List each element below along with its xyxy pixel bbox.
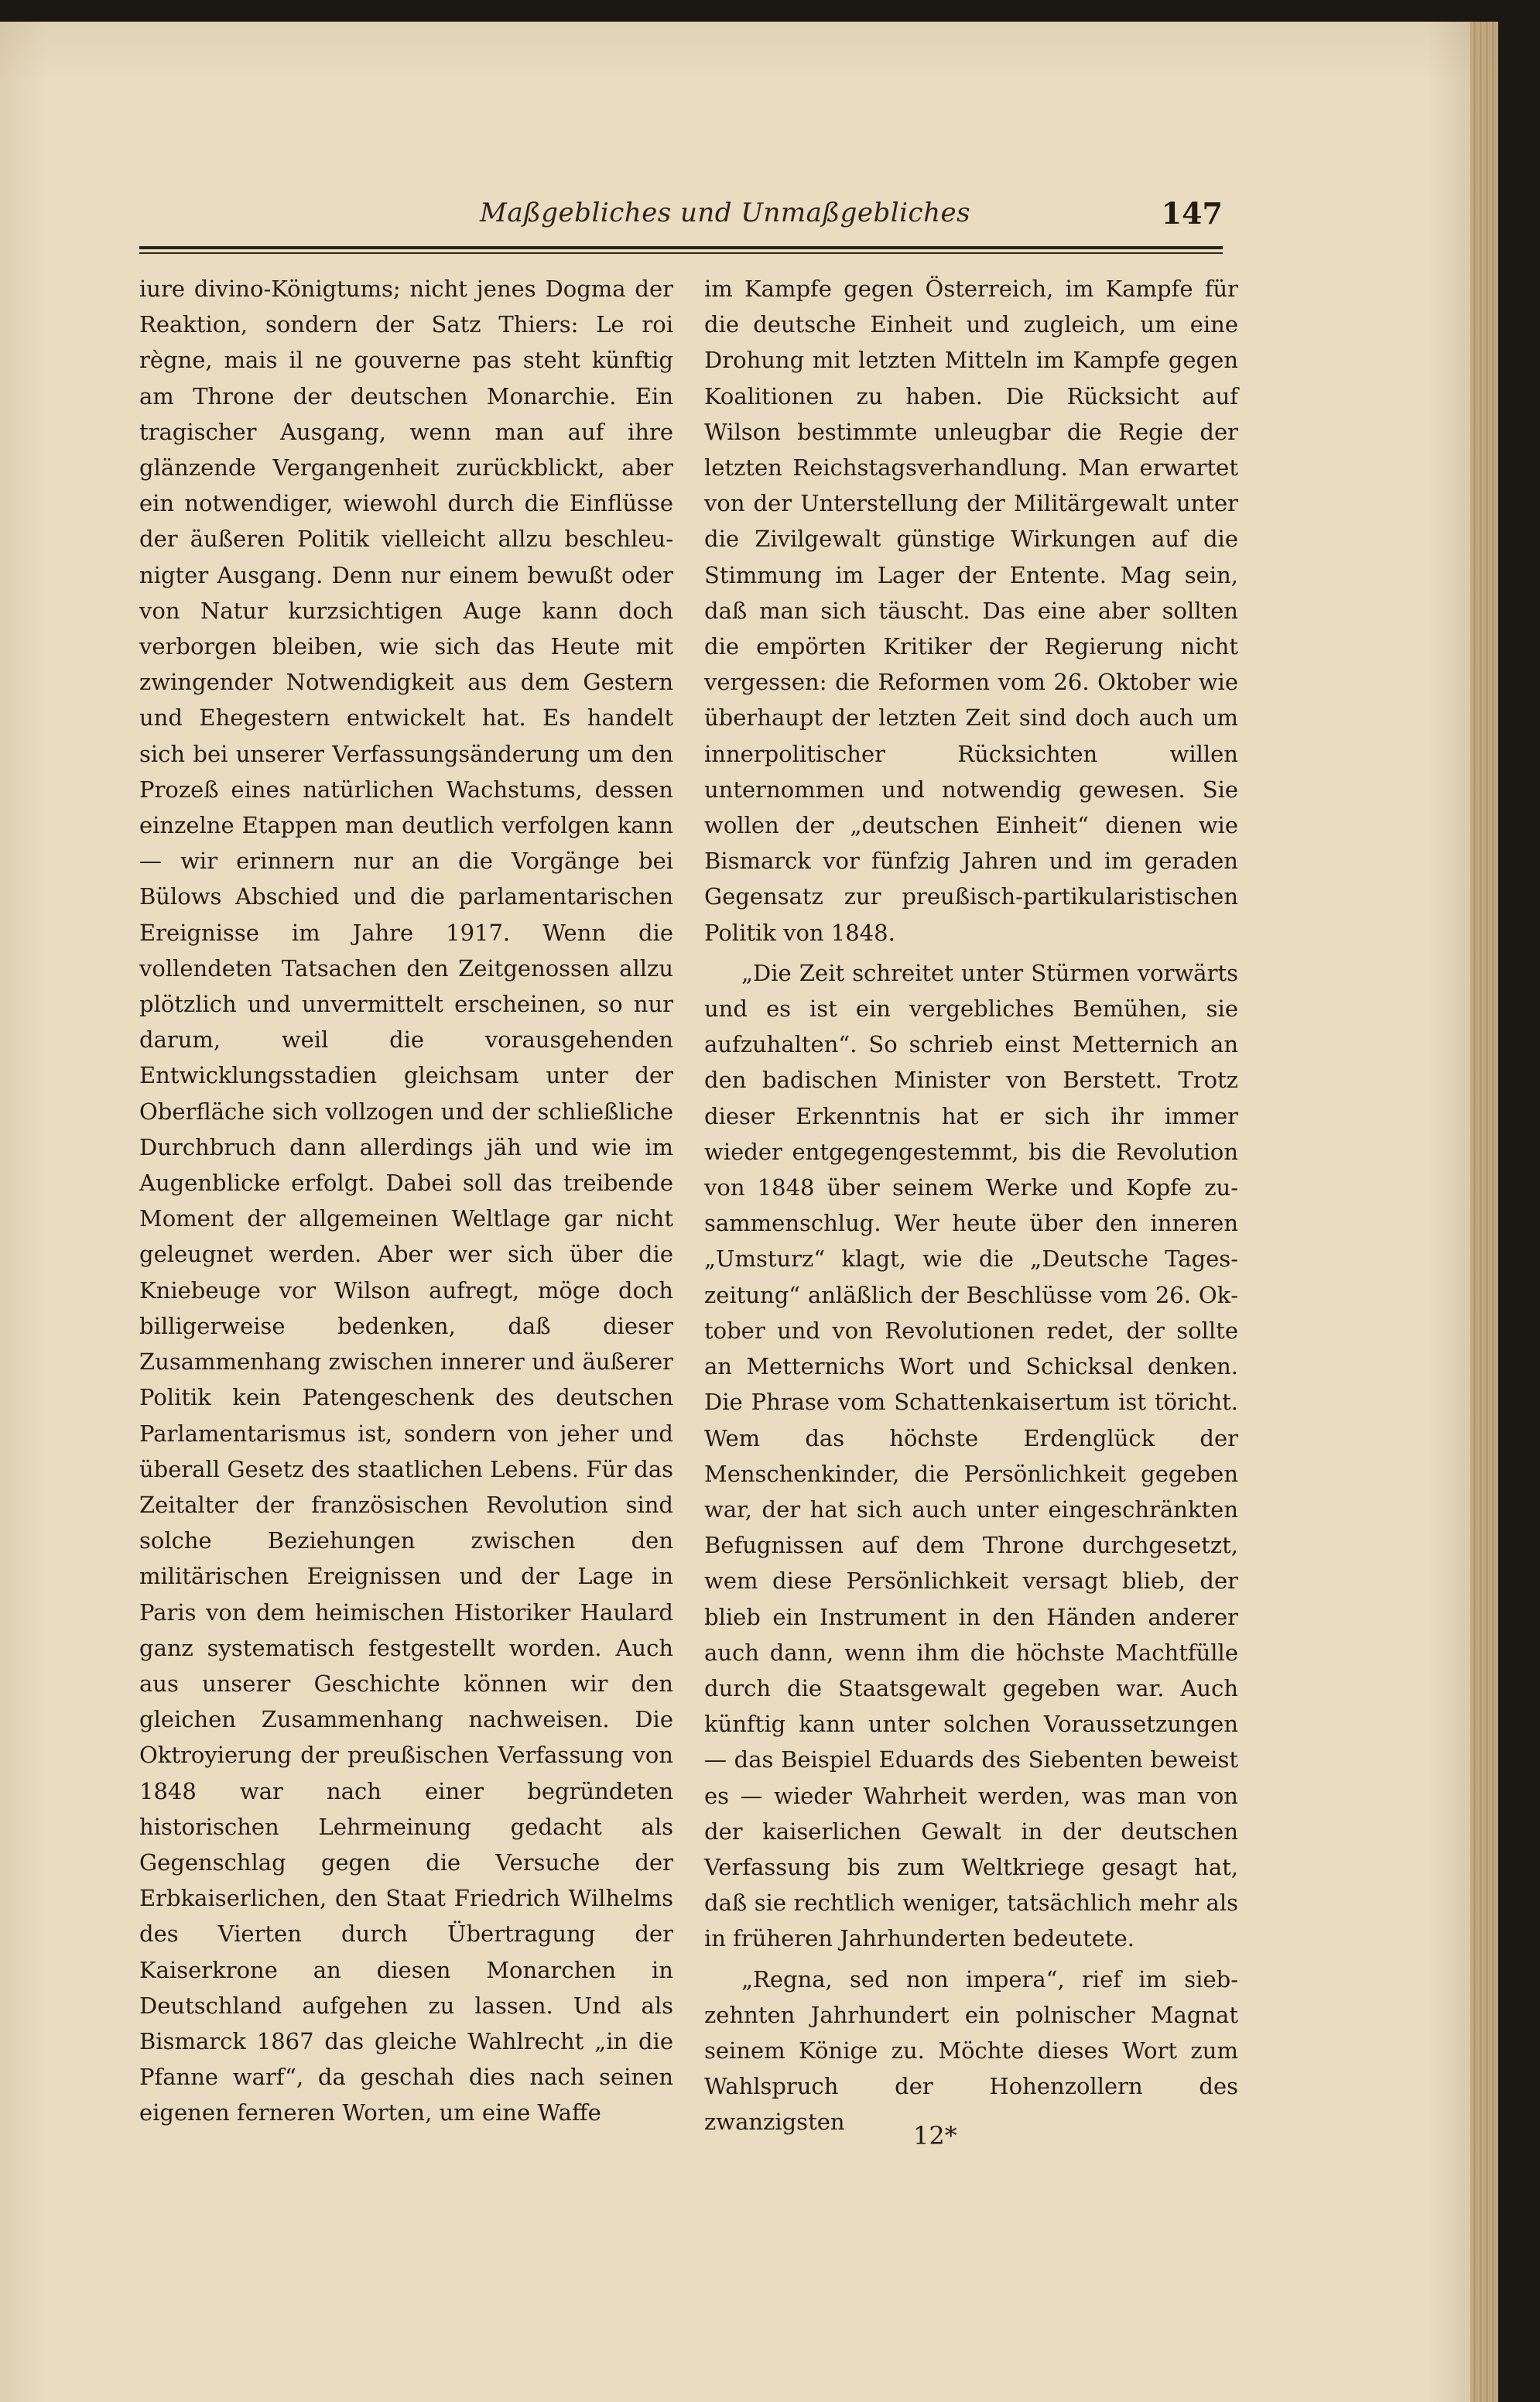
header-rule-thin [139, 252, 1223, 254]
right-column [704, 271, 1238, 2140]
right-paragraph-2: „Die Zeit schreitet unter Stürmen vorwärts und es ist ein vergebliches Bemühen, sie aufzuhalten“. So schrieb einst Metternich an den badischen Minister von Berstett. Trotz dieser Erkenntnis hat er sich ihr immer wieder entgegengestemmt, bis die Revolution von 1848 über seinem Werke und Kopfe zusammenschlug. Wer heute über den inneren „Umsturz“ klagt, wie die „Deutsche Tageszeitung“ anläßlich der Beschlüsse vom 26. Oktober und von Revolutionen redet, der sollte an Metternichs Wort und Schicksal denken. Die Phrase vom Schattenkaisertum ist töricht. Wem das höchste Erdenglück der Menschenkinder, die Persönlichkeit gegeben war, der hat sich auch unter eingeschränkten Befugnissen auf dem Throne durchgesetzt, wem diese Persönlichkeit versagt blieb, der blieb ein Instrument in den Händen anderer auch dann, wenn ihm die höchste Machtfülle durch die Staatsgewalt gegeben war. Auch künftig kann unter solchen Voraussetzungen — das Beispiel Eduards des Siebenten beweist es — wieder Wahrheit werden, was man von der kaiserlichen Gewalt in der deutschen Verfassung bis zum Weltkriege gesagt hat, daß sie rechtlich weniger, tatsächlich mehr als in früheren Jahrhunderten bedeutete. [704, 959, 1238, 1952]
signature-mark: 12* [913, 2121, 957, 2150]
page-header [139, 197, 1223, 244]
left-paragraph-1: iure divino-Königtums; nicht jenes Dogma der Reaktion, sondern der Satz Thiers: Le roi règne, mais il ne gouverne pas steht künftig am Throne der deutschen Monarchie. Ein tragischer Ausgang, wenn man auf ihre glänzende Vergangenheit zurückblickt, aber ein notwendiger, wiewohl durch die Einflüsse der äußeren Politik vielleicht allzu beschleunigter Ausgang. Denn nur einem bewußt oder von Natur kurzsichtigen Auge kann doch verborgen bleiben, wie sich das Heute mit zwingender Notwendigkeit aus dem Gestern und Ehegestern entwickelt hat. Es handelt sich bei unserer Verfassungsänderung um den Prozeß eines natürlichen Wachstums, dessen einzelne Etappen man deutlich verfolgen kann — wir erinnern nur an die Vorgänge bei Bülows Abschied und die parlamentarischen Ereignisse im Jahre 1917. Wenn die vollendeten Tatsachen den Zeitgenossen allzu plötzlich und unvermittelt erscheinen, so nur darum, weil die vorausgehenden Entwicklungsstadien gleichsam unter der Oberfläche sich vollzogen und der schließliche Durchbruch dann allerdings jäh und wie im Augenblicke erfolgt. Dabei soll das treibende Moment der allgemeinen Weltlage gar nicht geleugnet werden. Aber wer sich über die Kniebeuge vor Wilson aufregt, möge doch billigerweise bedenken, daß dieser Zusammenhang zwischen innerer und äußerer Politik kein Patengeschenk des deutschen Parlamentarismus ist, sondern von jeher und überall Gesetz des staatlichen Lebens. Für das Zeitalter der französischen Revolution sind solche Beziehungen zwischen den militärischen Ereignissen und der Lage in Paris von dem heimischen Historiker Haulard ganz systematisch festgestellt worden. Auch aus unserer Geschichte können wir den gleichen Zusammenhang nachweisen. Die Oktroyierung der preußischen Verfassung von 1848 war nach einer begründeten historischen Lehrmeinung gedacht als Gegenschlag gegen die Versuche der Erbkaiserlichen, den Staat Friedrich Wilhelms des Vierten durch Übertragung der Kaiserkrone an diesen Monarchen in Deutschland aufgehen zu lassen. Und als Bismarck 1867 das gleiche Wahlrecht „in die Pfanne warf“, da geschah dies nach seinen eigenen ferneren Worten, um eine Waffe [139, 276, 673, 2126]
header-rule-thick [139, 246, 1223, 249]
page-number: 147 [1161, 196, 1223, 231]
right-paragraph-3: „Regna, sed non impera“, rief im siebzehnten Jahrhundert ein polnischer Magnat seinem Könige zu. Möchte dieses Wort zum Wahlspruch der Hohenzollern des zwanzigsten [704, 1965, 1238, 2136]
left-column [139, 271, 673, 2131]
running-title: Maßgebliches und Unmaßgebliches [480, 197, 971, 228]
page-edge [1470, 22, 1498, 2402]
right-paragraph-1: im Kampfe gegen Österreich, im Kampfe für die deutsche Einheit und zugleich, um eine Drohung mit letzten Mitteln im Kampfe gegen Koalitionen zu haben. Die Rücksicht auf Wilson bestimmte unleugbar die Regie der letzten Reichstagsverhandlung. Man erwartet von der Unterstellung der Militärgewalt unter die Zivilgewalt günstige Wirkungen auf die Stimmung im Lager der Entente. Mag sein, daß man sich täuscht. Das eine aber sollten die empörten Kritiker der Regierung nicht vergessen: die Reformen vom 26. Oktober wie überhaupt der letzten Zeit sind doch auch um innerpolitischer Rücksichten willen unternommen und notwendig gewesen. Sie wollen der „deutschen Einheit“ dienen wie Bismarck vor fünfzig Jahren und im geraden Gegensatz zur preußisch-partikularistischen Politik von 1848. [704, 276, 1238, 946]
